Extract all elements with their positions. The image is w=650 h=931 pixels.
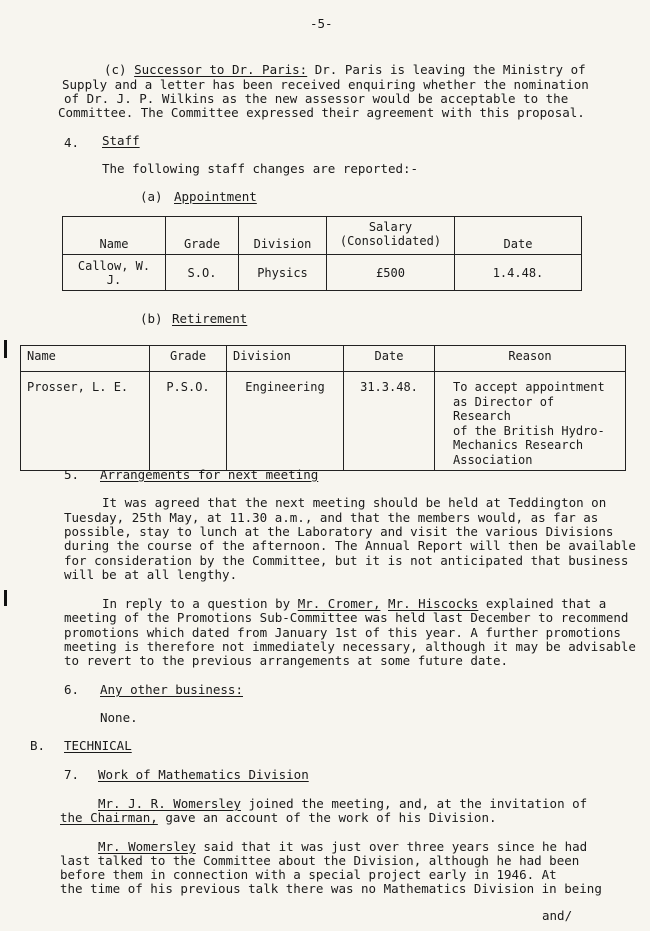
appointment-table — [62, 216, 582, 291]
ret-header-date: Date — [344, 346, 435, 372]
appt-cell-salary: £500 — [327, 255, 455, 291]
maths-p1-end: gave an account of the work of his Division. — [165, 810, 497, 825]
ret-header-grade: Grade — [150, 346, 227, 372]
appt-cell-date: 1.4.48. — [455, 255, 582, 291]
arr-p2-line-5: to revert to the previous arrangements at some future date. — [64, 653, 509, 668]
technical-letter: B. — [30, 738, 46, 753]
ret-reason-line-1: To accept appointment — [453, 380, 605, 394]
ret-reason-line-4: Mechanics Research — [453, 438, 584, 452]
maths-p1-line-1 — [98, 796, 587, 811]
appt-header-grade: Grade — [166, 217, 239, 255]
maths-p2-line-3: before them in connection with a special project early in 1946. At — [60, 867, 557, 882]
ret-reason-line-3: of the British Hydro- — [453, 423, 605, 438]
other-business-heading: Any other business: — [100, 682, 243, 697]
appt-cell-division: Physics — [239, 255, 327, 291]
appt-cell-name: Callow, W. J. — [63, 255, 166, 291]
arr-p2-line-1 — [102, 596, 606, 611]
staff-intro: The following staff changes are reported:- — [102, 161, 419, 176]
arr-p1-line-2: Tuesday, 25th May, at 11.30 a.m., and that the members would, as far as — [64, 510, 599, 525]
arrangements-heading: Arrangements for next meeting — [100, 467, 319, 482]
ret-reason-line-2: as Director of Research — [453, 394, 555, 423]
arr-p2-start: In reply to a question by — [102, 596, 291, 611]
staff-number: 4. — [64, 135, 80, 150]
maths-p1-name: Mr. J. R. Womersley — [98, 796, 241, 811]
ret-cell-name: Prosser, L. E. — [21, 372, 150, 471]
maths-p1-line-2 — [60, 810, 497, 825]
appt-header-salary — [327, 217, 455, 255]
maths-p2-name: Mr. Womersley — [98, 839, 196, 854]
ret-cell-grade: P.S.O. — [150, 372, 227, 471]
appt-header-date: Date — [455, 217, 582, 255]
maths-p2-line-1 — [98, 839, 587, 854]
appointment-heading: Appointment — [174, 189, 257, 204]
appt-header-salary-line1: Salary — [368, 220, 413, 234]
retirement-heading: Retirement — [172, 311, 248, 326]
arr-p1-line-5: for consideration by the Committee, but it is not anticipated that business — [64, 553, 629, 568]
maths-p2-rest: said that it was just over three years since he had — [203, 839, 588, 854]
item-c-heading: Successor to Dr. Paris: — [134, 62, 308, 77]
ret-header-reason: Reason — [435, 346, 626, 372]
arrangements-number: 5. — [64, 467, 80, 482]
page-number: -5- — [310, 16, 333, 31]
margin-mark-1 — [4, 340, 7, 358]
appointment-label: (a) — [140, 189, 163, 204]
item-c-line-4: Committee. The Committee expressed their agreement with this proposal. — [58, 105, 585, 120]
ret-cell-division: Engineering — [227, 372, 344, 471]
appt-cell-grade: S.O. — [166, 255, 239, 291]
item-c-text: Dr. Paris is leaving the Ministry of — [314, 62, 586, 77]
other-business-text: None. — [100, 710, 138, 725]
arr-p1-line-3: possible, stay to lunch at the Laboratory and visit the various Divisions — [64, 524, 614, 539]
arr-p1-line-4: during the course of the afternoon. The Annual Report will then be available — [64, 538, 636, 553]
ret-header-division: Division — [227, 346, 344, 372]
maths-heading: Work of Mathematics Division — [98, 767, 309, 782]
margin-mark-2 — [4, 590, 7, 606]
ret-cell-date: 31.3.48. — [344, 372, 435, 471]
arr-p2-line-2: meeting of the Promotions Sub-Committee was held last December to recommend — [64, 610, 629, 625]
retirement-label: (b) — [140, 311, 163, 326]
ret-reason-line-5: Association — [453, 452, 533, 467]
catchword: and/ — [542, 908, 573, 923]
arr-p2-name-cromer: Mr. Cromer, — [297, 596, 381, 611]
ret-header-name: Name — [21, 346, 150, 372]
item-c-label: (c) — [104, 62, 127, 77]
other-business-number: 6. — [64, 682, 80, 697]
retirement-table — [20, 345, 626, 471]
appt-header-division: Division — [239, 217, 327, 255]
maths-p1-rest: joined the meeting, and, at the invitation of — [248, 796, 588, 811]
arr-p1-line-6: will be at all lengthy. — [64, 567, 238, 582]
item-c-line-3: of Dr. J. P. Wilkins as the new assessor would be acceptable to the — [64, 91, 569, 106]
arr-p2-line-3: promotions which dated from January 1st of this year. A further promotions — [64, 625, 621, 640]
item-c-line-1 — [104, 62, 586, 77]
appt-header-salary-line2: (Consolidated) — [339, 234, 442, 248]
arr-p2-line-4: meeting is therefore not immediately necessary, although it may be advisable — [64, 639, 636, 654]
appt-header-name: Name — [63, 217, 166, 255]
maths-p2-line-2: last talked to the Committee about the Division, although he had been — [60, 853, 580, 868]
maths-number: 7. — [64, 767, 80, 782]
arr-p2-rest: explained that a — [485, 596, 607, 611]
item-c-line-2: Supply and a letter has been received enquiring whether the nomination — [62, 77, 589, 92]
technical-heading: TECHNICAL — [64, 738, 132, 753]
maths-p1-chairman: the Chairman, — [60, 810, 158, 825]
arr-p2-name-hiscocks: Mr. Hiscocks — [388, 596, 479, 611]
staff-heading: Staff — [102, 133, 140, 148]
maths-p2-line-4: the time of his previous talk there was no Mathematics Division in being — [60, 881, 602, 896]
arr-p1-line-1: It was agreed that the next meeting should be held at Teddington on — [102, 495, 607, 510]
ret-cell-reason — [435, 372, 626, 471]
